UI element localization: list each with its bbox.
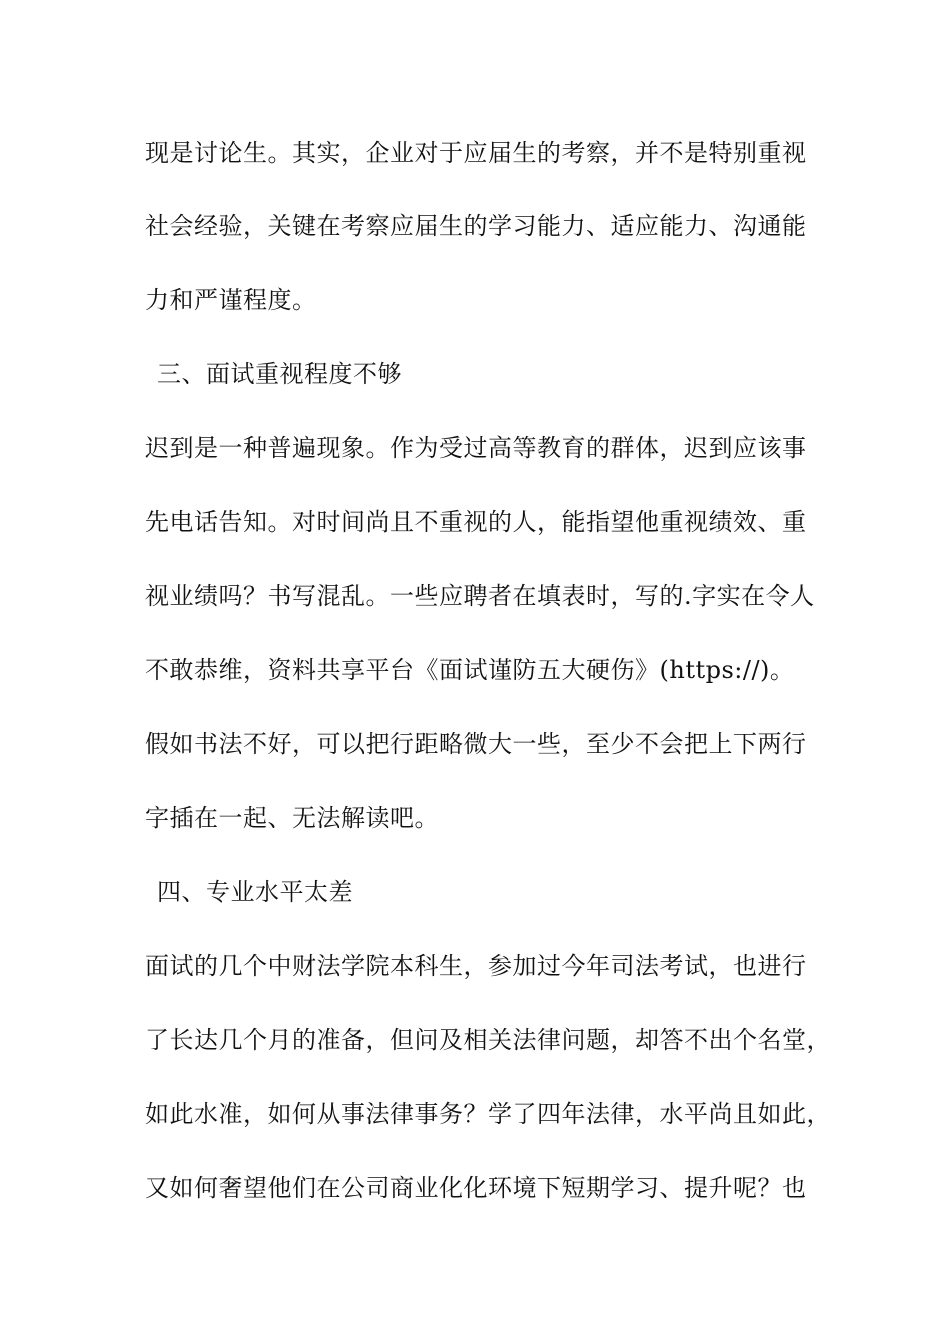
text-line: 迟到是一种普遍现象。作为受过高等教育的群体，迟到应该事: [145, 434, 807, 462]
text-line: 字插在一起、无法解读吧。: [145, 804, 439, 832]
text-line: 社会经验，关键在考察应届生的学习能力、适应能力、沟通能: [145, 212, 807, 240]
text-line: 假如书法不好，可以把行距略微大一些，至少不会把上下两行: [145, 730, 807, 758]
text-line: 面试的几个中财法学院本科生，参加过今年司法考试，也进行: [145, 952, 807, 980]
section-heading: 四、专业水平太差: [157, 878, 353, 906]
text-line: 不敢恭维，资料共享平台《面试谨防五大硬伤》(https://)。: [145, 656, 795, 684]
text-line: 先电话告知。对时间尚且不重视的人，能指望他重视绩效、重: [145, 508, 807, 536]
text-line: 又如何奢望他们在公司商业化化环境下短期学习、提升呢？也: [145, 1174, 807, 1202]
text-line: 现是讨论生。其实，企业对于应届生的考察，并不是特别重视: [145, 139, 807, 167]
text-line: 视业绩吗？书写混乱。一些应聘者在填表时，写的.字实在令人: [145, 582, 815, 610]
text-line: 了长达几个月的准备，但问及相关法律问题，却答不出个名堂，: [145, 1026, 831, 1054]
section-heading: 三、面试重视程度不够: [157, 360, 402, 388]
text-line: 力和严谨程度。: [145, 286, 317, 314]
text-line: 如此水准，如何从事法律事务？学了四年法律，水平尚且如此，: [145, 1100, 831, 1128]
